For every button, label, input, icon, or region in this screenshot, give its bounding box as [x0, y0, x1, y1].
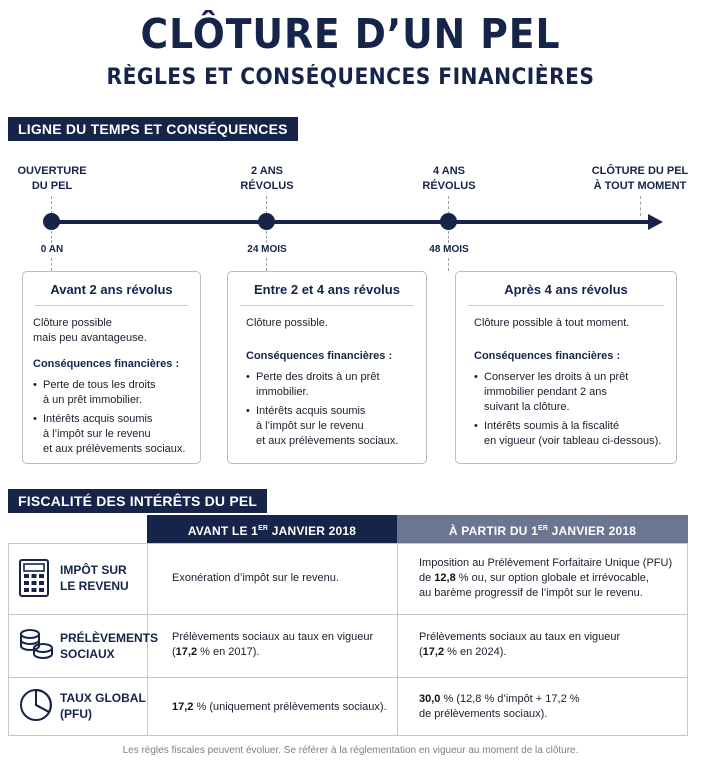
card-description: Clôture possible.: [246, 317, 328, 329]
cell-social-levies-after: Prélèvements sociaux au taux en vigueur (17,2 % en 2024).: [419, 631, 621, 658]
card-divider: [468, 305, 664, 306]
footer-disclaimer: Les règles fiscales peuvent évoluer. Se référer à la réglementation en vigueur au moment de la clôture.: [122, 745, 579, 756]
timeline-marker-0: [43, 213, 60, 230]
card-divider: [240, 305, 414, 306]
card-bullet: • Intérêts acquis soumis à l’impôt sur le revenu et aux prélèvements sociaux.: [33, 412, 190, 457]
card-bullet: • Intérêts soumis à la fiscalité en vigueur (voir tableau ci-dessous).: [474, 419, 666, 449]
card-after-4-years: [455, 271, 677, 464]
card-consequences-heading: Conséquences financières :: [474, 350, 621, 362]
card-before-2-years: [22, 271, 201, 464]
row-label-social-levies: PRÉLÈVEMENTS SOCIAUX: [8, 613, 147, 676]
timeline-label-2-years: 2 ANS RÉVOLUS: [240, 165, 294, 192]
timeline-arrow-icon: [648, 214, 663, 230]
card-title: Entre 2 et 4 ans révolus: [254, 282, 400, 297]
timeline-dash: [266, 231, 267, 243]
table-header-from-2018: À PARTIR DU 1ER JANVIER 2018: [397, 515, 688, 543]
timeline-label-closure: CLÔTURE DU PEL À TOUT MOMENT: [591, 165, 689, 192]
cell-income-tax-after: Imposition au Prélèvement Forfaitaire Unique (PFU) de 12,8 % ou, sur option globale et irrévocable, au barème progressif de l’impôt sur le revenu.: [419, 557, 673, 599]
timeline-tick-24: 24 MOIS: [247, 244, 287, 255]
timeline-dash: [448, 231, 449, 243]
card-bullet: • Conserver les droits à un prêt immobilier pendant 2 ans suivant la clôture.: [474, 370, 666, 415]
card-bullet: • Perte de tous les droits à un prêt immobilier.: [33, 378, 190, 408]
page-subtitle: RÈGLES ET CONSÉQUENCES FINANCIÈRES: [106, 65, 595, 90]
timeline-dash: [640, 196, 641, 216]
card-2-to-4-years: [227, 271, 427, 464]
timeline-marker-48: [440, 213, 457, 230]
card-title: Avant 2 ans révolus: [50, 282, 173, 297]
tax-section-heading: FISCALITÉ DES INTÉRÊTS DU PEL: [8, 489, 267, 513]
timeline-axis: [50, 220, 650, 224]
page-title: CLÔTURE D’UN PEL: [140, 10, 561, 58]
timeline-dash: [448, 196, 449, 214]
card-bullet: • Perte des droits à un prêt immobilier.: [246, 370, 416, 400]
cell-global-rate-after: 30,0 % (12,8 % d’impôt + 17,2 % de prélèvements sociaux).: [419, 693, 580, 720]
timeline-dash: [51, 196, 52, 214]
card-description: Clôture possible à tout moment.: [474, 317, 630, 329]
card-divider: [35, 305, 188, 306]
card-title: Après 4 ans révolus: [504, 282, 628, 297]
table-header-before-2018: AVANT LE 1ER JANVIER 2018: [147, 515, 397, 543]
cell-global-rate-before: 17,2 % (uniquement prélèvements sociaux).: [172, 701, 387, 713]
timeline-dash: [51, 231, 52, 243]
timeline-dash: [266, 196, 267, 214]
timeline-label-4-years: 4 ANS RÉVOLUS: [422, 165, 476, 192]
table-divider: [397, 543, 398, 736]
card-consequences-heading: Conséquences financières :: [33, 358, 180, 370]
cell-social-levies-before: Prélèvements sociaux au taux en vigueur (17,2 % en 2017).: [172, 631, 374, 658]
timeline-dash: [266, 258, 267, 271]
timeline-tick-0: 0 AN: [40, 244, 64, 255]
cell-income-tax-before: Exonération d’impôt sur le revenu.: [172, 572, 339, 584]
calculator-icon: [19, 559, 49, 597]
coins-icon: [19, 627, 55, 663]
row-label-global-rate: TAUX GLOBAL (PFU): [8, 676, 147, 736]
timeline-marker-24: [258, 213, 275, 230]
card-description: Clôture possible mais peu avantageuse.: [33, 317, 147, 344]
row-label-income-tax: IMPÔT SUR LE REVENU: [8, 543, 147, 613]
timeline-dash: [51, 258, 52, 271]
timeline-section-heading: LIGNE DU TEMPS ET CONSÉQUENCES: [8, 117, 298, 141]
timeline-label-opening: OUVERTURE DU PEL: [17, 165, 87, 192]
card-bullet: • Intérêts acquis soumis à l’impôt sur le revenu et aux prélèvements sociaux.: [246, 404, 416, 449]
timeline-tick-48: 48 MOIS: [429, 244, 469, 255]
pie-chart-icon: [19, 688, 53, 722]
card-consequences-heading: Conséquences financières :: [246, 350, 393, 362]
timeline-dash: [448, 258, 449, 271]
